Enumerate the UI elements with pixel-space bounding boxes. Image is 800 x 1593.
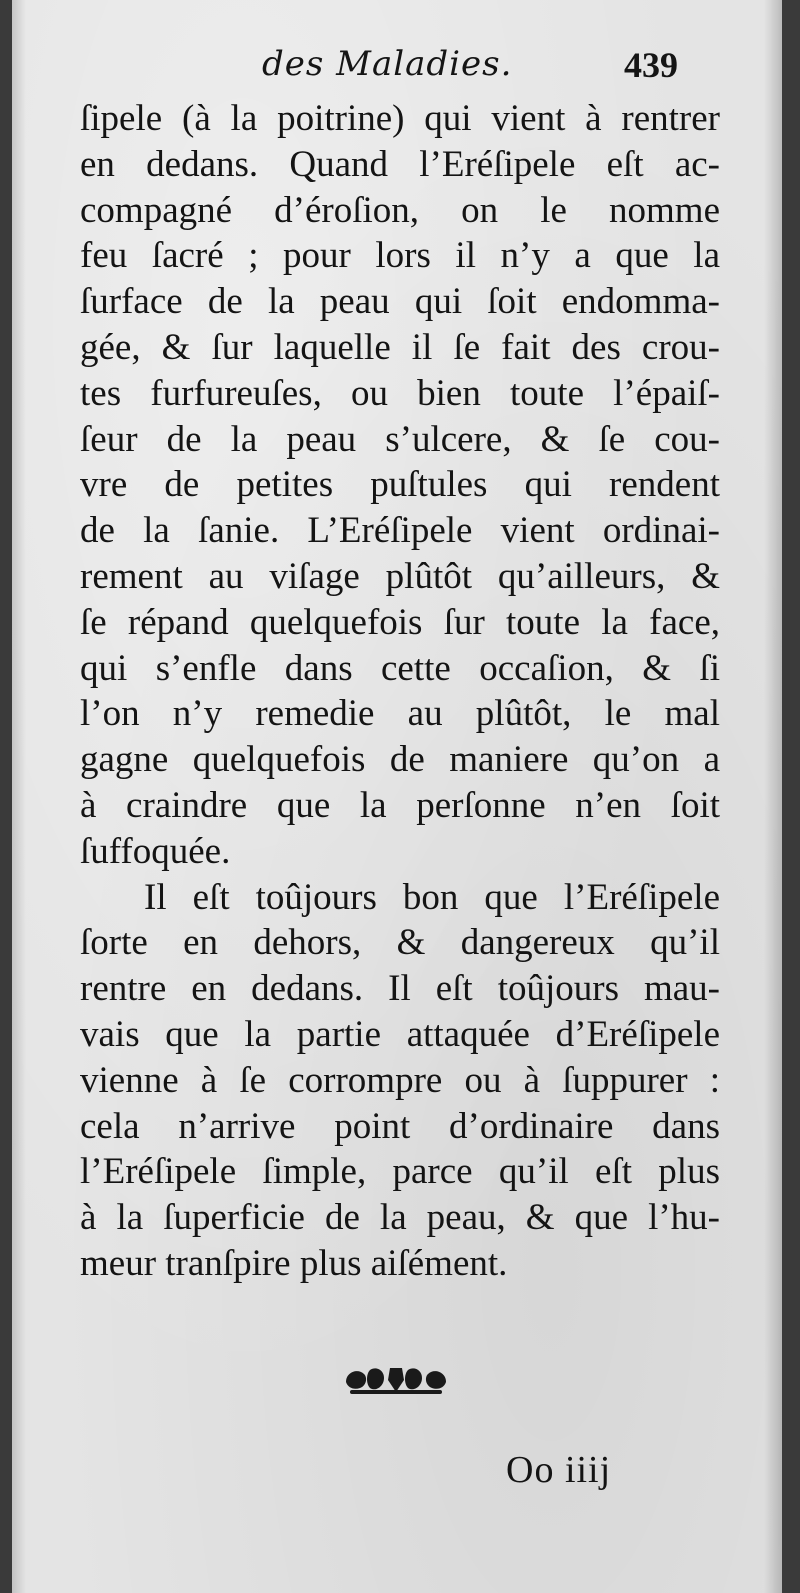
book-page: [12, 0, 782, 1593]
text-line: ſeur de la peau s’ulcere, & ſe cou-: [80, 418, 720, 460]
text-line: ſe répand quelquefois ſur toute la face,: [80, 601, 720, 643]
text-line: gée, & ſur laquelle il ſe fait des crou-: [80, 326, 720, 368]
text-line: l’Eréſipele ſimple, parce qu’il eſt plus: [80, 1151, 720, 1193]
page-header: [12, 44, 782, 88]
body-text: [80, 96, 720, 1287]
text-line: qui s’enfle dans cette occaſion, & ſi: [80, 647, 720, 689]
text-line: gagne quelquefois de maniere qu’on a: [80, 739, 720, 781]
text-line: à la ſuperficie de la peau, & que l’hu-: [80, 1197, 720, 1239]
running-title: des Maladies.: [262, 44, 513, 84]
fleuron-ornament-icon: [340, 1360, 452, 1400]
text-line: vais que la partie attaquée d’Eréſipele: [80, 1013, 720, 1055]
text-line: rement au viſage plûtôt qu’ailleurs, &: [80, 555, 720, 597]
text-line: l’on n’y remedie au plûtôt, le mal: [80, 693, 720, 735]
text-line: ſorte en dehors, & dangereux qu’il: [80, 922, 720, 964]
text-line: de la ſanie. L’Eréſipele vient ordinai-: [80, 510, 720, 552]
page-shadow-left: [12, 0, 26, 1593]
text-line: compagné d’éroſion, on le nomme: [80, 189, 720, 231]
text-line: en dedans. Quand l’Eréſipele eſt ac-: [80, 143, 720, 185]
text-line: cela n’arrive point d’ordinaire dans: [80, 1105, 720, 1147]
text-line: ſurface de la peau qui ſoit endomma-: [80, 281, 720, 323]
text-line: ſipele (à la poitrine) qui vient à rentrer: [80, 98, 720, 139]
page-shadow-right: [764, 0, 782, 1593]
text-line: vre de petites puſtules qui rendent: [80, 464, 720, 506]
signature-mark: Oo iiij: [506, 1449, 612, 1491]
text-line: feu ſacré ; pour lors il n’y a que la: [80, 235, 720, 277]
paragraph-1: [80, 96, 720, 875]
text-line: à craindre que la perſonne n’en ſoit: [80, 784, 720, 826]
text-line: ſuffoquée.: [80, 830, 231, 872]
page-number: 439: [624, 45, 678, 85]
text-line: vienne à ſe corrompre ou à ſuppurer :: [80, 1059, 720, 1101]
text-line: rentre en dedans. Il eſt toûjours mau-: [80, 968, 720, 1010]
paragraph-2: [80, 875, 720, 1287]
text-line: Il eſt toûjours bon que l’Eréſipele: [144, 876, 720, 918]
text-line: tes furfureuſes, ou bien toute l’épaiſ-: [80, 372, 720, 414]
text-line: meur tranſpire plus aiſément.: [80, 1242, 508, 1284]
